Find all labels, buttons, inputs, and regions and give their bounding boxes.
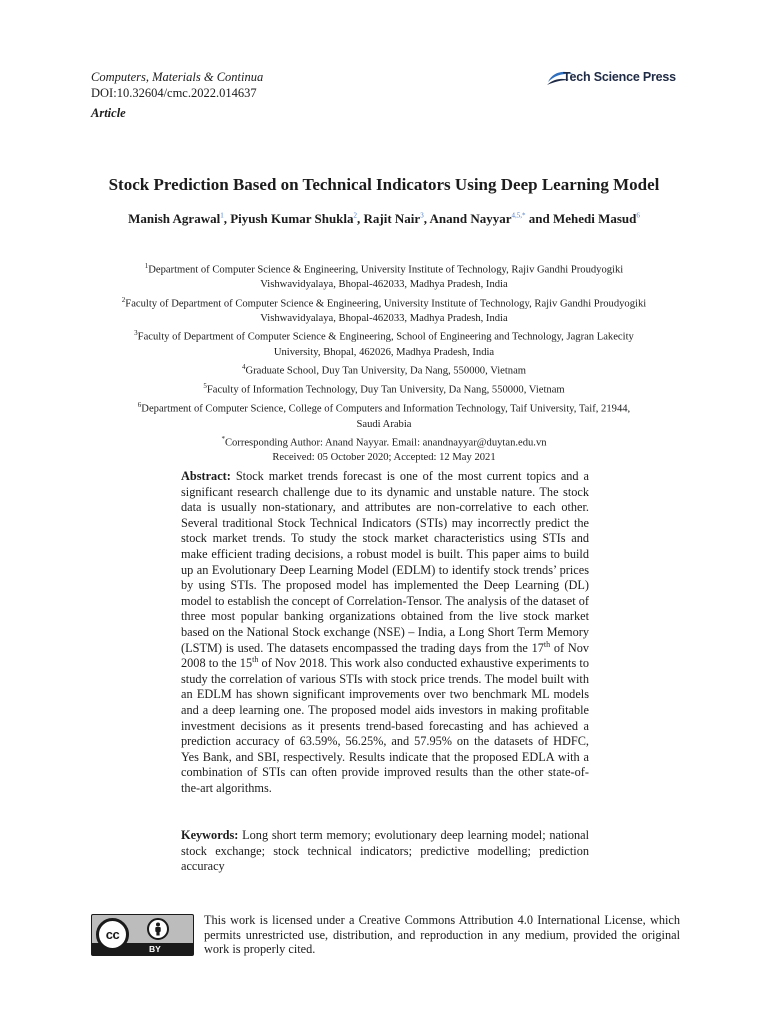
affiliation-5: $^5$Faculty of Information Technology, Duy Tan University, Da Nang, 550000, Vietnam [203, 382, 565, 396]
article-type: Article [91, 106, 126, 120]
author-affil-marker[interactable]: 4,5,* [511, 211, 526, 220]
affiliation-3-cont: University, Bhopal, 462026, Madhya Pradesh, India [273, 346, 495, 358]
author-name: Rajit Nair [363, 211, 421, 226]
author-name: Piyush Kumar Shukla [230, 211, 354, 226]
author-separator: , [223, 211, 231, 226]
author-name: Manish Agrawal [128, 211, 221, 226]
corresponding-author[interactable]: *Corresponding Author: Anand Nayyar. Email: anandnayyar@duytan.edu.vn [221, 435, 547, 449]
affiliation-1: $^1$Department of Computer Science & Engineering, University Institute of Technology, Rajiv Gandhi Proudyogiki [144, 262, 624, 276]
doi[interactable]: DOI:10.32604/cmc.2022.014637 [91, 86, 257, 100]
ordinal-suffix: th [252, 655, 259, 665]
affiliation-4: $^4$Graduate School, Duy Tan University, Da Nang, 550000, Vietnam [241, 363, 527, 377]
cc-icon: cc [96, 918, 129, 951]
abstract-text: of Nov 2018. This work also conducted exhaustive experiments to study the correlation of various STIs with stock price trends. The model built with an EDLM has shown significant improvements over two benchmark ML models and a deep learning one. The proposed model aids investors in making profitable investment decisions as it presents trend-based forecasting and has achieved a prediction accuracy of 63.59%, 56.25%, and 57.95% on the datasets of HDFC, Yes Bank, and SBI, respectively. Results indicate that the proposed EDLA with a combination of STIs can often provide improved results than the other state-of-the-art algorithms. [181, 656, 589, 795]
author-affil-marker[interactable]: 2 [353, 211, 358, 220]
abstract-text: of Nov 2008 to the 15 [181, 640, 589, 671]
license-statement: This work is licensed under a Creative Commons Attribution 4.0 International License, which permits unrestricted use, distribution, and reproduction in any medium, provided the original work is properly cited. [204, 913, 680, 957]
author-affil-marker[interactable]: 6 [636, 211, 640, 220]
publisher-logo [545, 69, 685, 89]
abstract-label: Abstract: [181, 469, 231, 483]
received-accepted-dates: Received: 05 October 2020; Accepted: 12 May 2021 [272, 452, 496, 464]
by-label: BY [149, 944, 161, 954]
journal-name: Computers, Materials & Continua [91, 70, 264, 84]
keywords-text: Long short term memory; evolutionary deep learning model; national stock exchange; stock technical indicators; predictive modelling; prediction accuracy [181, 828, 589, 874]
affiliation-2: $^2$Faculty of Department of Computer Science & Engineering, University Institute of Technology, Rajiv Gandhi Proudyogiki [121, 295, 647, 310]
keywords-label: Keywords: [181, 828, 239, 842]
keywords [181, 828, 589, 875]
author-affil-marker[interactable]: 1 [220, 211, 224, 220]
affiliation-1-cont: Vishwavidyalaya, Bhopal-462033, Madhya Pradesh, India [260, 279, 508, 291]
affiliations [60, 259, 708, 466]
paper-title: Stock Prediction Based on Technical Indicators Using Deep Learning Model [108, 175, 660, 194]
publisher-logo-text: Tech Science Press [563, 70, 676, 84]
author-separator: , [423, 211, 430, 226]
cc-by-badge[interactable] [91, 914, 194, 956]
author-name: Mehedi Masud [552, 211, 637, 226]
author-name: Anand Nayyar [429, 211, 512, 226]
ordinal-suffix: th [543, 639, 551, 649]
affiliation-6: $^6$Department of Computer Science, College of Computers and Information Technology, Taif University, Taif, 21944, [137, 401, 631, 415]
affiliation-6-cont: Saudi Arabia [356, 418, 412, 430]
author-list [0, 211, 768, 227]
attribution-person-icon [147, 918, 169, 940]
author-separator: , [357, 211, 364, 226]
abstract-text: Stock market trends forecast is one of the most current topics and a significant research challenge due to its dynamic and unstable nature. The stock data is usually non-stationary, and attributes are non-correlative to each other. Several traditional Stock Technical Indicators (STIs) may incorrectly predict the stock market trends. To study the stock market characteristics using STIs and make efficient trading decisions, a robust model is built. This paper aims to build up an Evolutionary Deep Learning Model (EDLM) to identify stock trends’ prices by using STIs. The proposed model has implemented the Deep Learning (DL) model to establish the concept of Correlation-Tensor. The analysis of the dataset of three most popular banking organizations obtained from the live stock market based on the National Stock exchange (NSE) – India, a Long Short Term Memory (LSTM) is used. The datasets encompassed the trading days from the 17 [181, 469, 589, 655]
author-separator: and [525, 211, 553, 226]
affiliation-3: $^3$Faculty of Department of Computer Science & Engineering, School of Engineering and Technology, Jagran Lakecity [134, 329, 634, 343]
author-affil-marker[interactable]: 3 [420, 211, 424, 220]
abstract [181, 469, 589, 796]
affiliation-2-cont: Vishwavidyalaya, Bhopal-462033, Madhya Pradesh, India [260, 312, 508, 324]
